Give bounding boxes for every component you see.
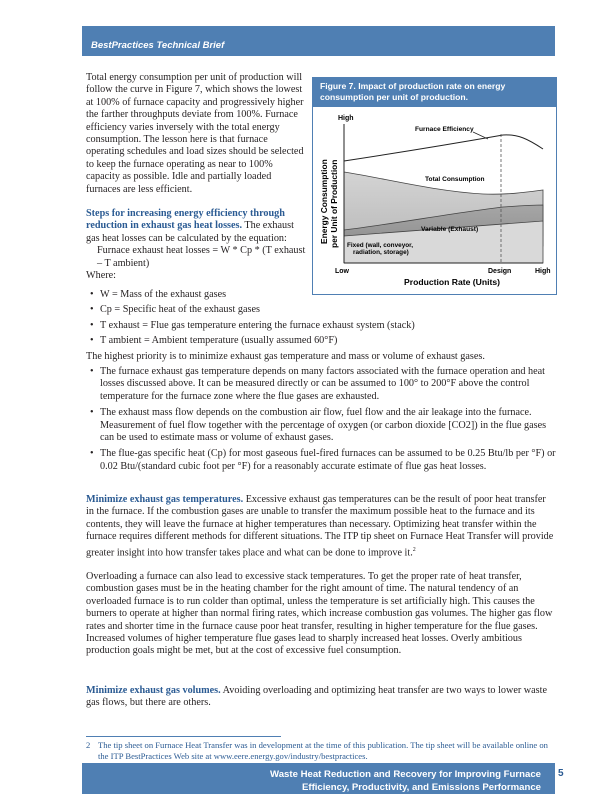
figure-7 — [312, 77, 557, 295]
footer-line-1: Waste Heat Reduction and Recovery for Improving Furnace — [270, 769, 541, 780]
y-axis-title-2: per Unit of Production — [329, 159, 339, 248]
variable-item: • Cp = Specific heat of the exhaust gases — [86, 304, 556, 316]
section-overloading-text: Overloading a furnace can also lead to excessive stack temperatures. To get the proper rate of heat transfer, combustion gases must be in the heating chamber for the right amount of time. The natural tendency of an overloaded furnace is to run colder than optimal, unless the temperature is set artificially high. This causes the burners to operate at higher than normal firing rates, which increase combustion gas volumes. The higher gas flow rates and shorter time in the furnace cause poor heat transfer, resulting in higher temperature for the flue gases. Increased volumes of higher temperature flue gases lead to sharply increased heat losses. Overly ambitious production goals might be met, but at the cost of excessive fuel consumption. — [86, 571, 553, 657]
footer-title — [270, 768, 541, 794]
variable-item: • W = Mass of the exhaust gases — [86, 289, 556, 301]
footer-bar — [82, 763, 555, 794]
efficiency-pointer — [473, 132, 488, 139]
variable-label: Variable (Exhaust) — [421, 226, 479, 233]
footer-line-2: Efficiency, Productivity, and Emissions Performance — [301, 782, 541, 793]
page-number: 5 — [558, 768, 564, 779]
section-volumes — [86, 685, 556, 710]
steps-heading: Steps for increasing energy efficiency through reduction in exhaust gas heat losses. — [86, 208, 285, 232]
intro-column — [86, 72, 308, 283]
where-label: Where: — [86, 270, 116, 282]
section-overloading — [86, 571, 556, 658]
section-volumes-heading: Minimize exhaust gas volumes. — [86, 685, 221, 696]
y-axis-title-1: Energy Consumption — [319, 159, 329, 244]
footnote-number: 2 — [86, 740, 91, 750]
efficiency-label: Furnace Efficiency — [415, 126, 474, 133]
fixed-label-1: Fixed (wall, conveyor, — [347, 242, 414, 249]
section-volumes-text: Avoiding overloading and optimizing heat transfer are two ways to lower waste gas flows, but there are others. — [86, 685, 547, 709]
header-title: BestPractices Technical Brief — [91, 40, 225, 51]
x-high-label: High — [535, 268, 551, 275]
section-temperatures — [86, 494, 556, 559]
x-low-label: Low — [335, 268, 349, 275]
variable-item: • T ambient = Ambient temperature (usually assumed 60°F) — [86, 335, 556, 347]
priority-item: • The furnace exhaust gas temperature depends on many factors associated with the furnace operation and heat losses discussed above. It can be measured directly or can be assumed to 100° to 200°F above the control temperature for the furnace zone where the flue gases are exhausted. — [86, 366, 556, 403]
footnote — [86, 740, 556, 761]
section-temperatures-paragraph — [86, 494, 556, 559]
priority-item: • The flue-gas specific heat (Cp) for most gaseous fuel-fired furnaces can be assumed to be 0.25 Btu/lb per °F) or 0.02 Btu/(standard cubic foot per °F) for a reasonably accurate estimate of flue gas heat losses. — [86, 448, 556, 473]
header-bar — [82, 26, 555, 56]
priority-item: • The exhaust mass flow depends on the combustion air flow, fuel flow and the air leakage into the furnace. Measurement of fuel flow together with the percentage of oxygen (or carbon dioxide [CO2]) in the flue gases can be used to estimate mass or volume of exhaust gases. — [86, 407, 556, 444]
priority-list — [86, 366, 556, 473]
x-axis-title: Production Rate (Units) — [404, 277, 500, 287]
priority-text: The highest priority is to minimize exhaust gas temperature and mass or volume of exhaust gases. — [86, 350, 485, 362]
y-high-label: High — [338, 115, 354, 122]
equation: Furnace exhaust heat losses = W * Cp * (T exhaust – T ambient) — [97, 245, 306, 269]
steps-paragraph — [86, 208, 308, 245]
section-temperatures-text: Excessive exhaust gas temperatures can be the result of poor heat transfer in the furnace. If the combustion gases are unable to transfer the maximum possible heat to the furnace and its contents, they will leave the furnace at higher temperatures than necessary. Optimizing heat transfer within the furnace requires different methods for different situations. The ITP tip sheet on Furnace Heat Transfer will provide greater insight into how transfer takes place and what can be done to improve it. — [86, 494, 554, 559]
total-label: Total Consumption — [425, 176, 485, 183]
furnace-efficiency-curve — [344, 135, 543, 161]
footnote-divider — [86, 736, 281, 737]
intro-paragraph: Total energy consumption per unit of production will follow the curve in Figure 7, which shows the lowest at 100% of furnace capacity and progressively higher the farther throughputs deviate from 100%. Furnace efficiency varies inversely with the total energy consumption. The lesson here is that furnace operating schedules and load sizes should be selected to keep the furnace operating as near to 100% capacity as possible. Idle and partially loaded furnaces are less efficient. — [86, 72, 304, 195]
energy-chart — [313, 106, 556, 294]
section-temperatures-heading: Minimize exhaust gas temperatures. — [86, 494, 244, 505]
steps-text: The exhaust gas heat losses can be calculated by the equation: — [86, 220, 294, 244]
section-volumes-paragraph — [86, 685, 556, 710]
variable-item: • T exhaust = Flue gas temperature entering the furnace exhaust system (stack) — [86, 320, 556, 332]
x-design-label: Design — [488, 268, 512, 275]
fixed-label-2: radiation, storage) — [353, 249, 409, 256]
figure-caption: Figure 7. Impact of production rate on energy consumption per unit of production. — [313, 78, 556, 107]
footnote-ref: 2 — [412, 546, 416, 553]
variables-block — [86, 289, 556, 473]
footnote-text: The tip sheet on Furnace Heat Transfer was in development at the time of this publication. The tip sheet will be available online on the ITP BestPractices Web site at www.eere.energy.gov/industry/bestpractices. — [98, 740, 548, 761]
variables-list — [86, 289, 556, 348]
